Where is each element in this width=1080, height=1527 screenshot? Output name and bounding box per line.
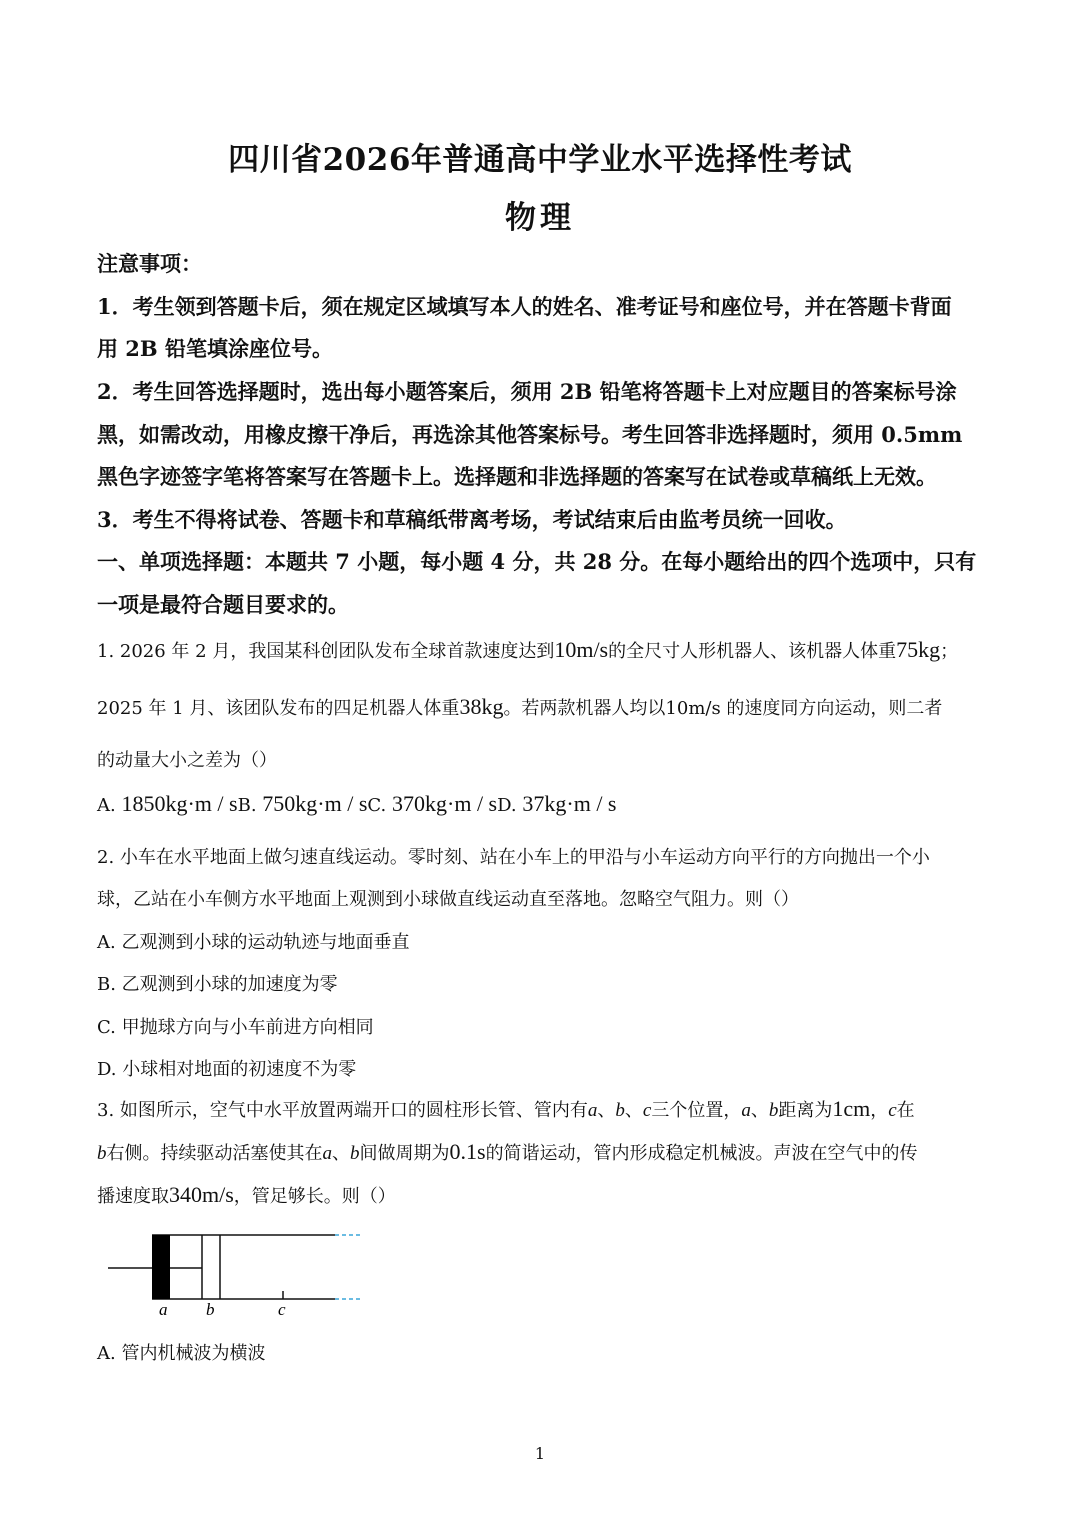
q1-option-b: 750kg·m / s xyxy=(262,791,368,816)
q3-var-b: b xyxy=(768,1100,779,1121)
q3-tube-figure xyxy=(100,1225,370,1320)
notice-item-2-line-3: 黑色字迹签字笔将答案写在答题卡上。选择题和非选择题的答案写在试卷或草稿纸上无效。 xyxy=(97,464,937,489)
q3-text: 在 xyxy=(896,1100,915,1121)
q3-text: 、 xyxy=(750,1100,769,1121)
q3-line-3 xyxy=(97,1182,396,1208)
q1-option-d-label: D. xyxy=(497,795,517,816)
q3-var-c: c xyxy=(642,1100,652,1121)
q2-option-c: C. 甲抛球方向与小车前进方向相同 xyxy=(97,1017,374,1038)
q3-line-2 xyxy=(97,1139,918,1165)
q3-text: 播速度取 xyxy=(97,1186,169,1207)
label-c: c xyxy=(278,1300,286,1319)
q3-var-a: a xyxy=(587,1100,598,1121)
q3-period: 0.1s xyxy=(449,1139,486,1164)
q1-line-2 xyxy=(97,694,942,720)
notice-item-2-line-1: 2．考生回答选择题时，选出每小题答案后，须用 2B 铅笔将答题卡上对应题目的答案标号涂 xyxy=(97,379,957,404)
subject-title: 物理 xyxy=(505,200,575,236)
q3-var-b: b xyxy=(615,1100,625,1121)
q1-line-1 xyxy=(97,637,958,663)
q2-line-2: 球，乙站在小车侧方水平地面上观测到小球做直线运动直至落地。忽略空气阻力。则（） xyxy=(97,889,799,910)
q1-text: 1. 2026 年 2 月，我国某科创团队发布全球首款速度达到 xyxy=(97,641,555,662)
q3-text: 、 xyxy=(332,1143,350,1164)
q3-option-a: A. 管内机械波为横波 xyxy=(97,1343,266,1364)
q2-line-1: 2. 小车在水平地面上做匀速直线运动。零时刻、站在小车上的甲沿与小车运动方向平行的方向抛出一个小 xyxy=(97,847,930,868)
q3-text: 三个位置， xyxy=(651,1100,742,1121)
notice-heading: 注意事项： xyxy=(97,251,202,276)
q1-mass-1: 75kg xyxy=(896,637,941,662)
q3-text: 右侧。持续驱动活塞使其在 xyxy=(106,1143,323,1164)
page-number: 1 xyxy=(534,1444,546,1463)
q3-var-a: a xyxy=(322,1143,332,1164)
q1-option-d: 37kg·m / s xyxy=(522,791,617,816)
q1-mass-2: 38kg xyxy=(459,694,504,719)
q3-text: ， xyxy=(870,1100,889,1121)
q1-text: 。若两款机器人均以10m/s 的速度同方向运动，则二者 xyxy=(503,698,943,719)
q1-option-c: 370kg·m / s xyxy=(392,791,498,816)
q3-distance: 1cm xyxy=(832,1096,871,1121)
q3-var-a: a xyxy=(741,1100,751,1121)
q3-text: 的简谐运动，管内形成稳定机械波。声波在空气中的传 xyxy=(485,1143,918,1164)
q2-option-d: D. 小球相对地面的初速度不为零 xyxy=(97,1059,357,1080)
label-b: b xyxy=(206,1300,215,1319)
section-1-line-1: 一、单项选择题：本题共 7 小题，每小题 4 分，共 28 分。在每小题给出的四个选项中，只有 xyxy=(97,549,977,574)
q1-text: 2025 年 1 月、该团队发布的四足机器人体重 xyxy=(97,698,460,719)
q1-text: 的全尺寸人形机器人、该机器人体重 xyxy=(608,641,897,662)
label-a: a xyxy=(159,1300,168,1319)
piston xyxy=(152,1235,170,1299)
q1-option-c-label: C. xyxy=(367,795,387,816)
q1-line-3: 的动量大小之差为（） xyxy=(97,750,277,771)
q1-option-a: 1850kg·m / s xyxy=(121,791,238,816)
q1-option-a-label: A. xyxy=(97,795,116,816)
notice-item-2-line-2: 黑，如需改动，用橡皮擦干净后，再选涂其他答案标号。考生回答非选择题时，须用 0.5mm xyxy=(97,422,963,447)
q3-text: 、 xyxy=(624,1100,643,1121)
q3-var-c: c xyxy=(888,1100,897,1121)
q1-option-b-label: B. xyxy=(237,795,257,816)
q2-option-a: A. 乙观测到小球的运动轨迹与地面垂直 xyxy=(97,932,410,953)
q1-options xyxy=(97,791,617,817)
q3-var-b: b xyxy=(350,1143,360,1164)
notice-item-1-line-2: 用 2B 铅笔填涂座位号。 xyxy=(97,336,333,361)
q3-text: 距离为 xyxy=(778,1100,833,1121)
q3-text: 间做周期为 xyxy=(359,1143,450,1164)
q2-option-b: B. 乙观测到小球的加速度为零 xyxy=(97,974,338,995)
q3-line-1 xyxy=(97,1096,915,1122)
q1-text: ； xyxy=(940,641,959,662)
q1-speed: 10m/s xyxy=(554,637,609,662)
q3-text: 3. 如图所示，空气中水平放置两端开口的圆柱形长管、管内有 xyxy=(97,1100,588,1121)
section-1-line-2: 一项是最符合题目要求的。 xyxy=(97,592,349,617)
notice-item-1-line-1: 1．考生领到答题卡后，须在规定区域填写本人的姓名、准考证号和座位号，并在答题卡背面 xyxy=(97,294,952,319)
exam-title: 四川省2026年普通高中学业水平选择性考试 xyxy=(228,142,852,178)
q3-text: ，管足够长。则（） xyxy=(233,1186,396,1207)
q3-text: 、 xyxy=(597,1100,616,1121)
q3-var-b: b xyxy=(97,1143,107,1164)
q3-sound-speed: 340m/s xyxy=(169,1182,234,1207)
notice-item-3: 3．考生不得将试卷、答题卡和草稿纸带离考场，考试结束后由监考员统一回收。 xyxy=(97,507,847,532)
